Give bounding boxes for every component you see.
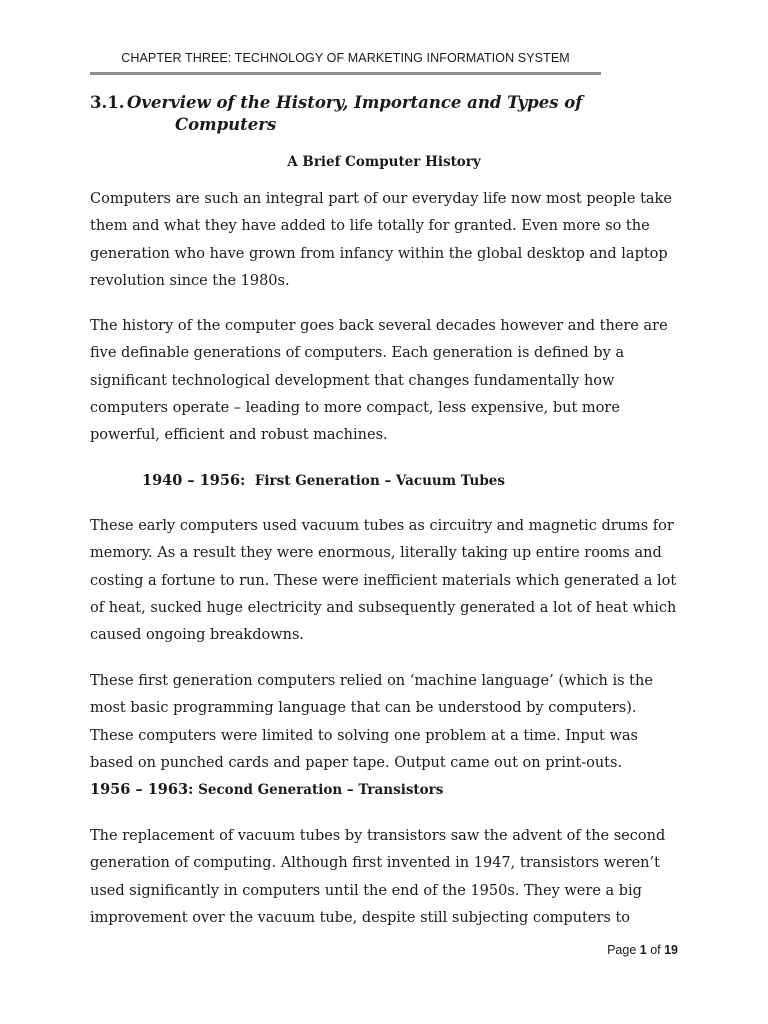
generation-title: Second Generation – Transistors bbox=[198, 782, 444, 798]
generation-years: 1940 – 1956: bbox=[142, 472, 246, 489]
paragraph-second-gen: The replacement of vacuum tubes by transistors saw the advent of the second generation of computing. Although first invented in 1947, transistors weren’t used significantly in computers until the end of the 1950s. They were a big improvement over the vacuum tube, despite still subjecting computers to bbox=[90, 828, 666, 926]
paragraph-first-gen-2: These first generation computers relied on ‘machine language’ (which is the most basic programming language that can be understood by computers). These computers were limited to solving one problem at a time. Input was based on punched cards and paper tape. Output came out on print-outs. bbox=[90, 673, 653, 771]
paragraph-history: The history of the computer goes back several decades however and there are five definable generations of computers. Each generation is defined by a significant technological development that changes fundamentally how computers operate – leading to more compact, less expensive, but more powerful, efficient and robust machines. bbox=[90, 318, 668, 444]
paragraph-first-gen-1: These early computers used vacuum tubes as circuitry and magnetic drums for memory. As a result they were enormous, literally taking up entire rooms and costing a fortune to run. These were inefficient materials which generated a lot of heat, sucked huge electricity and subsequently generated a lot of heat which caused ongoing breakdowns. bbox=[90, 518, 677, 644]
generation-heading-first bbox=[142, 472, 505, 489]
section-title-line2: Computers bbox=[175, 115, 277, 134]
page-current: 1 bbox=[639, 943, 647, 957]
generation-years: 1956 – 1963: bbox=[90, 781, 194, 798]
section-title-line1: Overview of the History, Importance and Types of bbox=[127, 93, 583, 112]
header-rule bbox=[90, 72, 601, 75]
page-of: of bbox=[646, 943, 665, 957]
generation-heading-second bbox=[90, 781, 443, 798]
running-header: CHAPTER THREE: TECHNOLOGY OF MARKETING INFORMATION SYSTEM bbox=[121, 51, 570, 65]
paragraph-intro: Computers are such an integral part of our everyday life now most people take them and what they have added to life totally for granted. Even more so the generation who have grown from infancy within the global desktop and laptop revolution since the 1980s. bbox=[90, 191, 672, 289]
page-footer bbox=[607, 943, 678, 957]
subheading: A Brief Computer History bbox=[287, 154, 481, 170]
page-label: Page bbox=[607, 943, 640, 957]
page-total: 19 bbox=[664, 943, 678, 957]
generation-title: First Generation – Vacuum Tubes bbox=[254, 473, 505, 489]
section-number: 3.1. bbox=[90, 93, 125, 112]
